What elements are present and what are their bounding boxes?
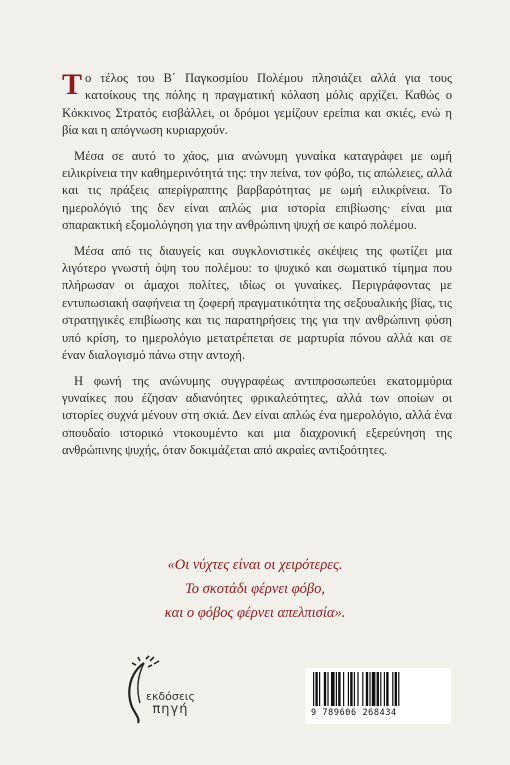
barcode-bar [324, 672, 326, 706]
publisher-name [146, 690, 195, 716]
quote-line-1: «Οι νύχτες είναι οι χειρότερες. [167, 557, 343, 573]
paragraph-3: Μέσα από τις διαυγείς και συγκλονιστικές σκέψεις της φωτίζει μια λιγότερο γνωστή όψη του πολέμου: το ψυχικό και σωματικό τίμημα που πλήρωσαν οι άμαχοι πολίτες, ιδίως οι γυναίκες. Περιγράφοντας με εντυπωσιακή σαφήνεια τη ζοφερή πραγματικότητα της σεξουαλικής βίας, τις στρατηγικές επιβίωσης και τις παρατηρήσεις της για την ανθρώπινη φύση υπό κρίση, το ημερολόγιο μετατρέπεται σε μαρτυρία πόνου αλλά και σε έναν διαλογισμό πάνω στην αντοχή. [62, 243, 452, 363]
paragraph-1 [62, 70, 452, 140]
barcode-number: 9 789606 268434 [311, 708, 397, 718]
barcode-bar [377, 672, 379, 706]
barcode-bar [313, 672, 314, 706]
barcode-bar [348, 672, 349, 706]
barcode-bar [350, 672, 352, 706]
barcode-bar [380, 672, 381, 706]
barcode-bar [395, 672, 397, 706]
quote-line-3: και ο φόβος φέρνει απελπισία». [164, 605, 346, 621]
back-cover-text [62, 70, 452, 468]
barcode-bars [311, 672, 445, 708]
publisher-line-1: εκδόσεις [146, 690, 195, 703]
barcode-bar [398, 672, 399, 706]
paragraph-2: Μέσα σε αυτό το χάος, μια ανώνυμη γυναίκα καταγράφει με ωμή ειλικρίνεια την καθημερινότητά της: την πείνα, τον φόβο, τις απώλειες, αλλά και τις πράξεις απερίγραπτης βαρβαρότητας με ωμή ειλικρίνεια. Το ημερολόγιό της δεν είναι απλώς μια ιστορία επιβίωσης· είναι μια σπαρακτική εξομολόγηση για την ανθρώπινη ψυχή σε καιρό πολέμου. [62, 148, 452, 233]
barcode-bar [338, 672, 340, 706]
barcode-bar [331, 672, 335, 706]
barcode-bar [354, 672, 355, 706]
publisher-line-2: πηγή [152, 702, 189, 717]
barcode-bar [327, 672, 328, 706]
barcode-bar [357, 672, 358, 706]
quote-line-2: Το σκοτάδι φέρνει φόβο, [184, 581, 326, 597]
isbn-barcode [305, 668, 451, 724]
barcode-bar [392, 672, 393, 706]
paragraph-4: Η φωνή της ανώνυμης συγγραφέως αντιπροσωπεύει εκατομμύρια γυναίκες που έζησαν αδιανόητες φρικαλεότητες, αλλά των οποίων οι ιστορίες συχνά μένουν στη σκιά. Δεν είναι απλώς ένα ημερολόγιο, αλλά ένα σπουδαίο ιστορικό ντοκουμέντο και μια διαχρονική εξερεύνηση της ανθρώπινης ψυχής, όταν δοκιμάζεται από ακραίες αντιξοότητες. [62, 373, 452, 458]
barcode-bar [315, 672, 317, 706]
pull-quote [40, 553, 470, 625]
paragraph-1-text: ο τέλος του Β΄ Παγκοσμίου Πολέμου πλησιάζει αλλά για τους κατοίκους της πόλης η πραγματική κόλαση μόλις αρχίζει. Καθώς ο Κόκκινος Στρατός εισβάλλει, οι δρόμοι γεμίζουν ερείπια και σκιές, ενώ η βία και η απόγνωση κυριαρχούν. [62, 71, 452, 138]
drop-cap: Τ [62, 68, 83, 101]
barcode-bar [369, 672, 370, 706]
barcode-bar [372, 672, 376, 706]
barcode-bar [336, 672, 337, 706]
barcode-bar [384, 672, 385, 706]
barcode-bar [319, 672, 320, 706]
barcode-bar [343, 672, 344, 706]
barcode-bar [366, 672, 368, 706]
barcode-bar [362, 672, 363, 706]
barcode-bar [386, 672, 388, 706]
